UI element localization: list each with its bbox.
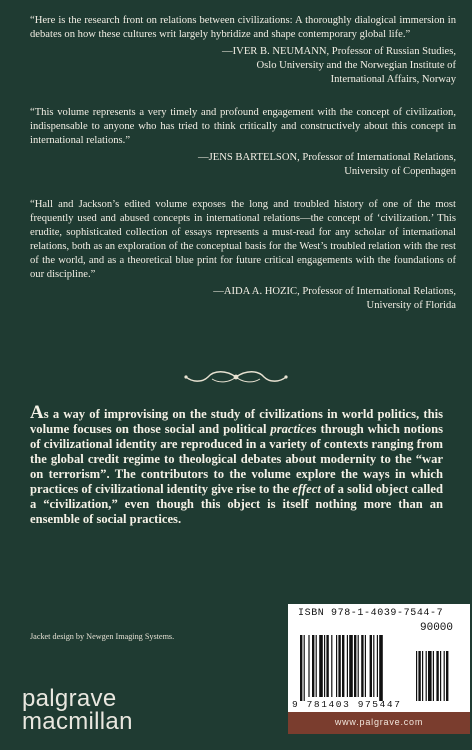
publisher-url: www.palgrave.com <box>334 717 424 727</box>
barcode-bar <box>308 635 309 697</box>
endorsement-attribution <box>30 285 456 313</box>
barcode-addon-bar <box>418 651 420 701</box>
endorsement-attribution <box>30 151 456 179</box>
barcode-bar <box>336 635 337 697</box>
isbn-text: ISBN 978-1-4039-7544-7 <box>298 608 444 619</box>
barcode-addon-bar <box>440 651 441 701</box>
description-text: through which notions of civilizational identity are reproduced in a variety of contexts ranging from the global credit regime to theological debates about modernity to the “war on terrorism”. The contributors to the volume explore the ways in which practices of civilizational identity give rise to the <box>30 422 443 496</box>
description-text: of a solid object called a “civilization,” even though this object is itself nothing more than an ensemble of social practices. <box>30 482 444 526</box>
barcode-bar <box>370 635 372 697</box>
ornament-divider-icon <box>180 368 292 386</box>
attribution-line: Oslo University and the Norwegian Institute of <box>256 60 456 71</box>
barcode-bar <box>365 635 366 697</box>
endorsement-quote: “Hall and Jackson’s edited volume exposes the long and troubled history of one of the most frequently used and abused concepts in international relations—the concept of ‘civilization.’ This erudite, sophisticated collection of essays represents a must-read for any scholar of international relations, both as an exploration of the conceptual basis for the West’s troubled relation with the rest of the world, and as a theoretical blue print for future critical engagements with the foundations of our discipline.” <box>30 199 456 280</box>
publisher-name-line2: macmillan <box>22 708 133 735</box>
attribution-line: —JENS BARTELSON, Professor of International Relations, <box>198 152 456 163</box>
endorsement-bartelson <box>30 106 456 179</box>
price-code: 90000 <box>420 622 454 634</box>
endorsement-quote: “Here is the research front on relations between civilizations: A thoroughly dialogical immersion in debates on how these cultures writ largely hybridize and shape contemporary global life.” <box>30 15 456 40</box>
publisher-name-line1: palgrave <box>22 685 117 712</box>
jacket-credit: Jacket design by Newgen Imaging Systems. <box>30 632 175 641</box>
barcode-bar <box>361 635 363 697</box>
barcode-addon-bar <box>422 651 423 701</box>
attribution-line: University of Florida <box>366 300 456 311</box>
attribution-line: University of Copenhagen <box>344 166 456 177</box>
barcode-bar <box>358 635 359 697</box>
book-description <box>30 402 444 527</box>
barcode-addon-bar <box>436 651 438 701</box>
attribution-line: —AIDA A. HOZIC, Professor of International Relations, <box>213 286 456 297</box>
url-band <box>288 712 470 734</box>
endorsements <box>30 14 456 332</box>
barcode-addon-bar <box>433 651 434 701</box>
endorsement-neumann <box>30 14 456 87</box>
endorsement-quote: “This volume represents a very timely and profound engagement with the concept of civilization, indispensable to anyone who has tried to think critically and constructively about this concept in international relations.” <box>30 107 456 146</box>
barcode-bar <box>326 635 328 697</box>
barcode-bar <box>324 635 325 697</box>
barcode-addon-bar <box>444 651 445 701</box>
barcode-bar <box>312 635 314 697</box>
barcode-addon-bar <box>428 651 432 701</box>
endorsement-attribution <box>30 45 456 87</box>
barcode-bar <box>379 635 383 701</box>
endorsement-hozic <box>30 198 456 313</box>
barcode-bar <box>354 635 356 697</box>
attribution-line: —IVER B. NEUMANN, Professor of Russian Studies, <box>222 46 456 57</box>
barcode-bar <box>342 635 344 697</box>
barcode-bar <box>300 635 302 701</box>
barcode-bar <box>373 635 374 697</box>
barcode-addon-bar <box>426 651 427 701</box>
barcode-bar <box>349 635 353 697</box>
attribution-line: International Affairs, Norway <box>330 74 456 85</box>
barcode-bar <box>331 635 332 697</box>
description-emphasis: effect <box>292 482 321 496</box>
barcode-addon-bar <box>416 651 417 701</box>
ean-digits: 9 781403 975447 <box>292 699 402 710</box>
description-text: s a way of improvising on the study of civilizations in world politics, this volume focuses on those social and political <box>30 407 443 436</box>
barcode-addon-bar <box>446 651 448 701</box>
barcode-bar <box>316 635 317 697</box>
barcode-bar <box>319 635 323 697</box>
publisher-logo <box>22 687 133 733</box>
barcode-bar <box>347 635 348 697</box>
barcode-bar <box>304 635 305 701</box>
description-emphasis: practices <box>270 422 317 436</box>
barcode-bar <box>377 635 378 697</box>
barcode-panel <box>288 604 470 712</box>
barcode-icon <box>290 621 468 701</box>
barcode-bar <box>338 635 340 697</box>
drop-cap: A <box>30 402 44 423</box>
